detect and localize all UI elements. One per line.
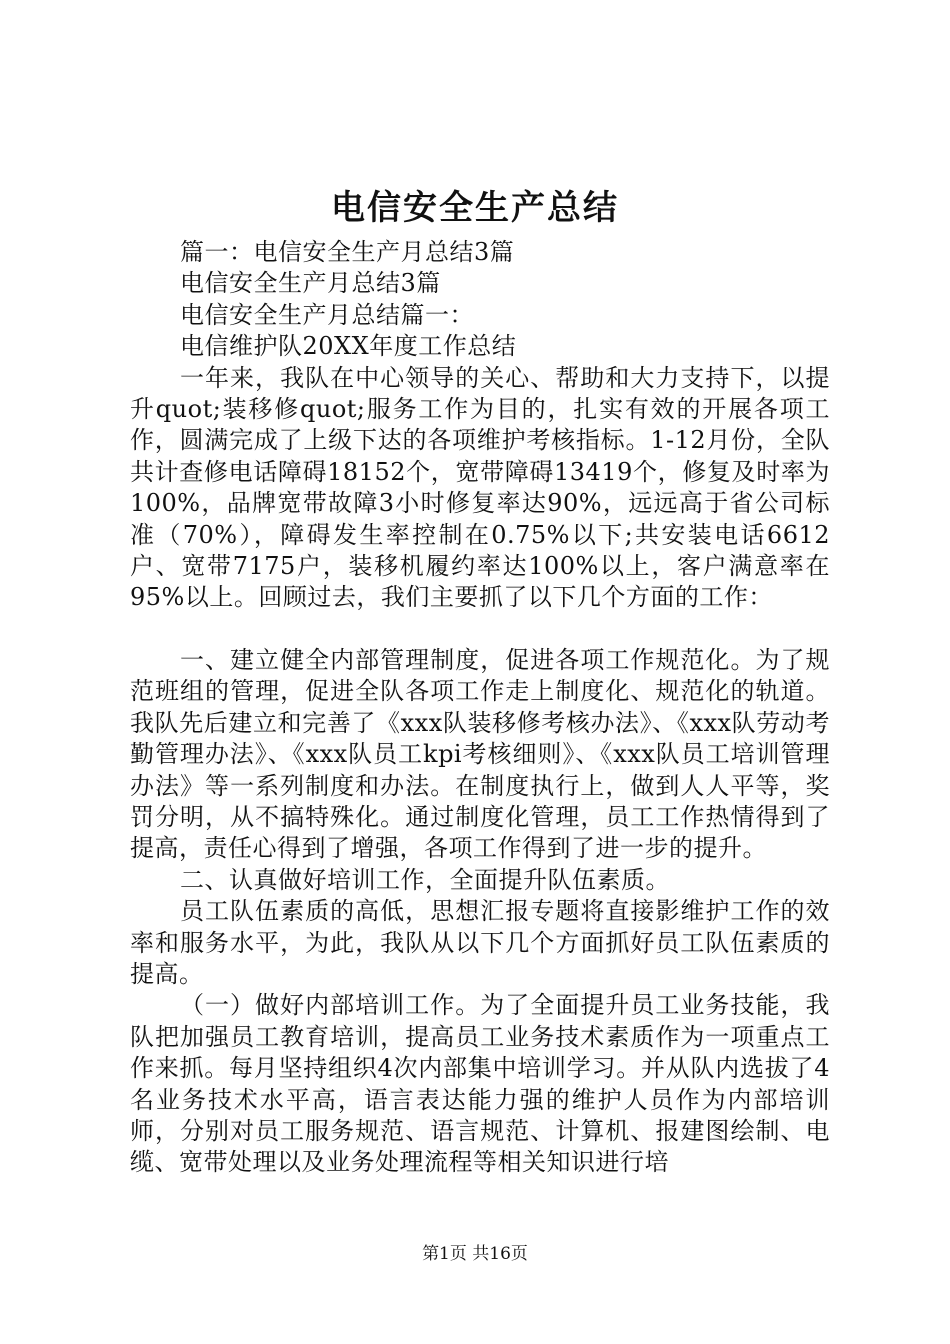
paragraph-section-2-item-1: （一）做好内部培训工作。为了全面提升员工业务技能，我队把加强员工教育培训，提高员工业务技术素质作为一项重点工作来抓。每月坚持组织4次内部集中培训学习。并从队内选拔了4名业务技术水平高，语言表达能力强的维护人员作为内部培训师，分别对员工服务规范、语言规范、计算机、报建图绘制、电缆、宽带处理以及业务处理流程等相关知识进行培: [130, 991, 830, 1177]
paragraph-heading-1: 篇一：电信安全生产月总结3篇: [180, 238, 515, 266]
document-body: [130, 237, 830, 1179]
paragraph-intro: 一年来，我队在中心领导的关心、帮助和大力支持下，以提升quot;装移修quot;服务工作为目的，扎实有效的开展各项工作，圆满完成了上级下达的各项维护考核指标。1-12月份，全队共计查修电话障碍18152个，宽带障碍13419个，修复及时率为100%，品牌宽带故障3小时修复率达90%，远远高于省公司标准（70%），障碍发生率控制在0.75%以下;共安装电话6612户、宽带7175户，装移机履约率达100%以上，客户满意率在95%以上。回顾过去，我们主要抓了以下几个方面的工作：: [130, 363, 830, 612]
paragraph-section-2-body: 员工队伍素质的高低，思想汇报专题将直接影维护工作的效率和服务水平，为此，我队从以下几个方面抓好员工队伍素质的提高。: [130, 897, 830, 988]
page-footer: 第1页 共16页: [422, 1244, 528, 1264]
paragraph-heading-4: 电信维护队20XX年度工作总结: [180, 332, 517, 361]
paragraph-section-1: 一、建立健全内部管理制度，促进各项工作规范化。为了规范班组的管理，促进全队各项工作走上制度化、规范化的轨道。我队先后建立和完善了《xxx队装移修考核办法》、《xxx队劳动考勤管理办法》、《xxx队员工kpi考核细则》、《xxx队员工培训管理办法》等一系列制度和办法。在制度执行上，做到人人平等，奖罚分明，从不搞特殊化。通过制度化管理，员工工作热情得到了提高，责任心得到了增强，各项工作得到了进一步的提升。: [130, 645, 830, 863]
paragraph-heading-3: 电信安全生产月总结篇一：: [180, 300, 474, 329]
paragraph-heading-2: 电信安全生产月总结3篇: [180, 269, 441, 298]
paragraph-section-2-heading: 二、认真做好培训工作，全面提升队伍素质。: [180, 865, 670, 894]
document-title: 电信安全生产总结: [331, 188, 619, 228]
